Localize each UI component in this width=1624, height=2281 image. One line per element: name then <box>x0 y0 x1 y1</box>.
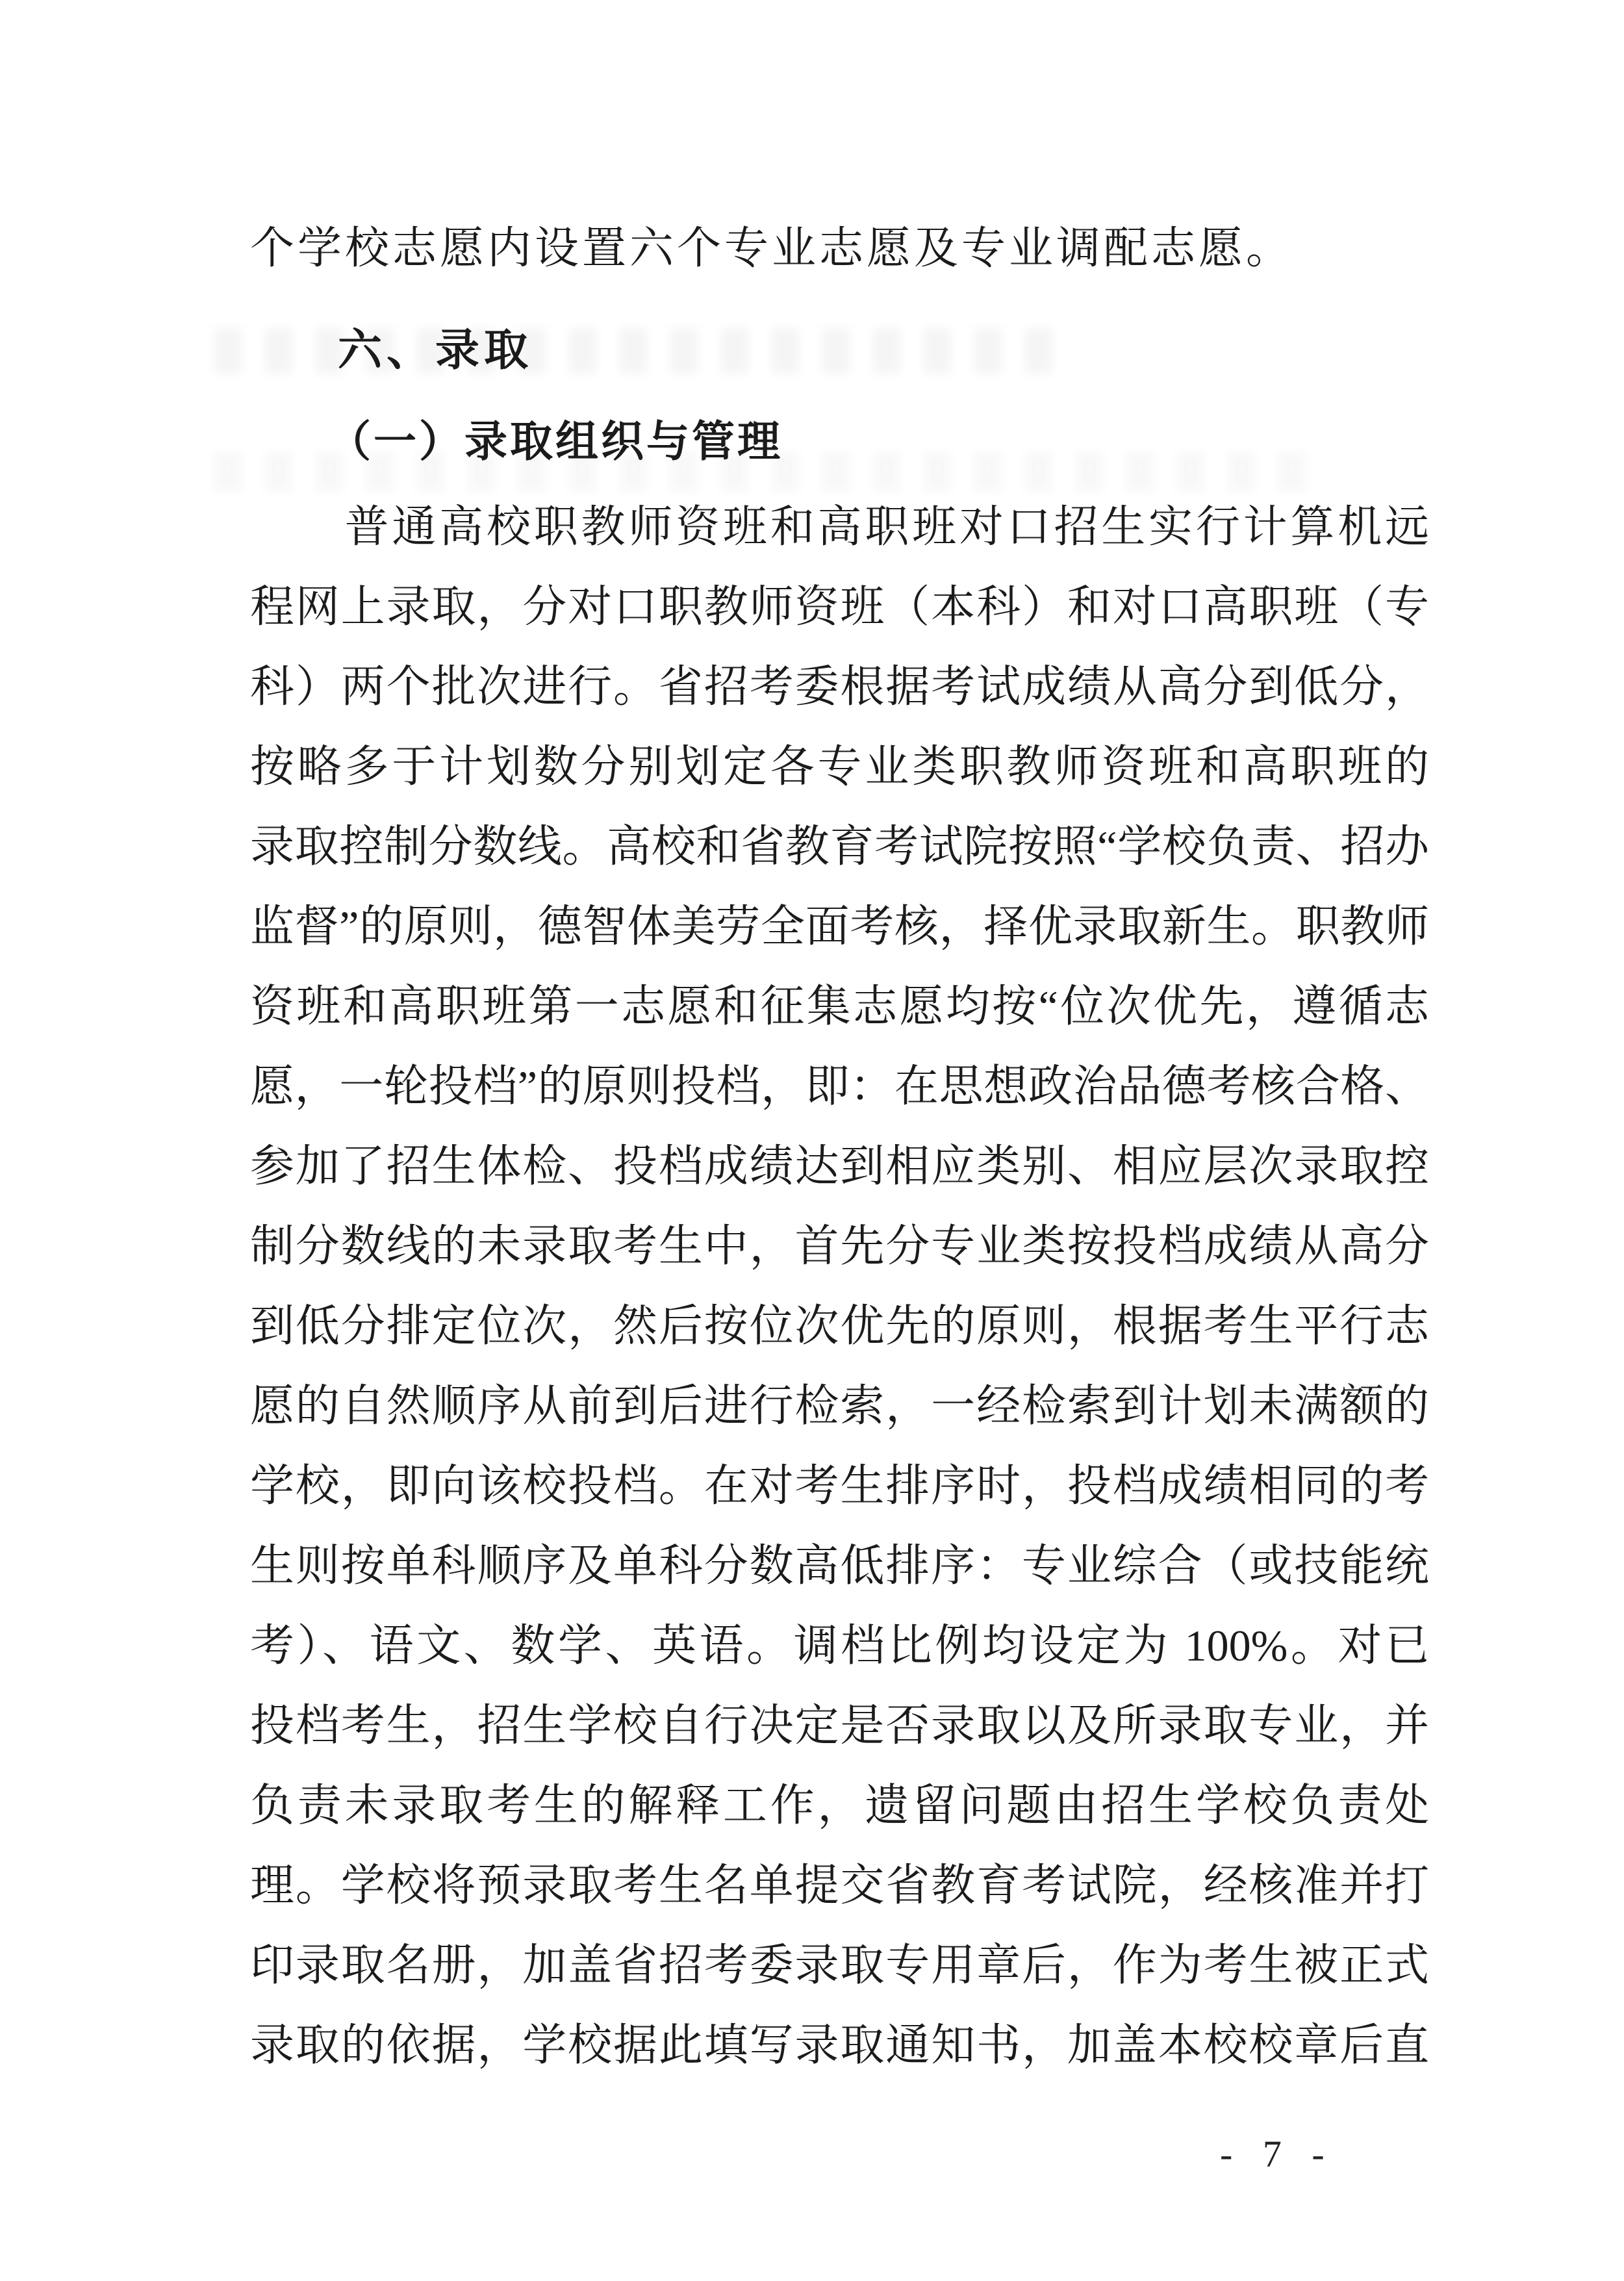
paragraph-line: 负责未录取考生的解释工作，遗留问题由招生学校负责处 <box>250 1781 1429 1830</box>
text-block <box>250 220 1429 2085</box>
paragraph-line: 普通高校职教师资班和高职班对口招生实行计算机远 <box>250 502 1429 552</box>
paragraph-line: 按略多于计划数分别划定各专业类职教师资班和高职班的 <box>250 742 1429 791</box>
paragraph-line: 印录取名册，加盖省招考委录取专用章后，作为考生被正式 <box>250 1941 1429 1990</box>
paragraph-line: 投档考生，招生学校自行决定是否录取以及所录取专业，并 <box>250 1701 1429 1750</box>
paragraph-line: 愿的自然顺序从前到后进行检索，一经检索到计划未满额的 <box>250 1381 1429 1431</box>
section-heading: 六、录取 <box>338 325 533 375</box>
subsection-heading: （一）录取组织与管理 <box>328 418 783 466</box>
paragraph-line: 参加了招生体检、投档成绩达到相应类别、相应层次录取控 <box>250 1141 1429 1191</box>
paragraph-line: 考）、语文、数学、英语。调档比例均设定为 100%。对已 <box>250 1621 1429 1670</box>
paragraph-line: 生则按单科顺序及单科分数高低排序：专业综合（或技能统 <box>250 1541 1429 1590</box>
paragraph-line: 学校，即向该校投档。在对考生排序时，投档成绩相同的考 <box>250 1461 1429 1510</box>
paragraph-line: 录取的依据，学校据此填写录取通知书，加盖本校校章后直 <box>250 2020 1429 2070</box>
paragraph-line: 理。学校将预录取考生名单提交省教育考试院，经核准并打 <box>250 1861 1429 1910</box>
body-paragraph <box>250 487 1429 2085</box>
paragraph-line: 程网上录取，分对口职教师资班（本科）和对口高职班（专 <box>250 582 1429 631</box>
paragraph-line: 到低分排定位次，然后按位次优先的原则，根据考生平行志 <box>250 1301 1429 1351</box>
paragraph-line: 资班和高职班第一志愿和征集志愿均按“位次优先，遵循志 <box>250 982 1429 1031</box>
paragraph-line: 监督”的原则，德智体美劳全面考核，择优录取新生。职教师 <box>250 902 1429 951</box>
paragraph-line: 愿，一轮投档”的原则投档，即：在思想政治品德考核合格、 <box>250 1062 1429 1111</box>
paragraph-line: 科）两个批次进行。省招考委根据考试成绩从高分到低分， <box>250 662 1429 711</box>
intro-continuation-line: 个学校志愿内设置六个专业志愿及专业调配志愿。 <box>250 223 1294 273</box>
page-number: - 7 - <box>1220 2133 1335 2175</box>
paragraph-line: 录取控制分数线。高校和省教育考试院按照“学校负责、招办 <box>250 822 1429 871</box>
paragraph-line: 制分数线的未录取考生中，首先分专业类按投档成绩从高分 <box>250 1221 1429 1271</box>
